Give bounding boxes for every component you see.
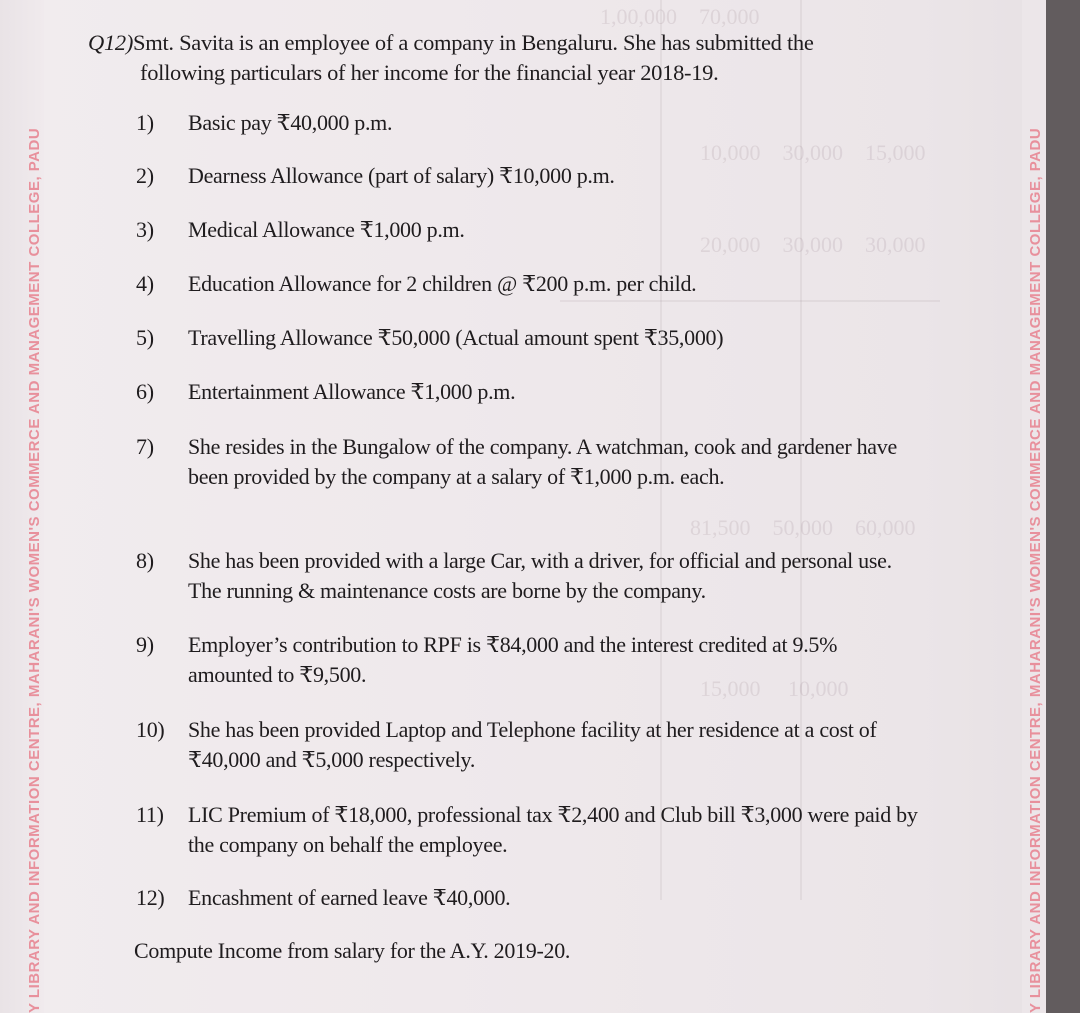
particular-item-12	[136, 883, 926, 913]
library-watermark-left: Y LIBRARY AND INFORMATION CENTRE, MAHARANI'S WOMEN'S COMMERCE AND MANAGEMENT COLLEGE, PADU	[26, 127, 43, 1013]
particular-item-6	[136, 377, 926, 407]
item-number: 11)	[136, 802, 164, 827]
bleed-through-rule	[560, 300, 940, 302]
particular-item-2	[136, 161, 926, 191]
item-text: Employer’s contribution to RPF is ₹84,000 and the interest credited at 9.5% amounted to ₹9,500.	[188, 632, 838, 687]
item-text: Encashment of earned leave ₹40,000.	[188, 885, 511, 910]
item-number: 7)	[136, 434, 154, 459]
item-number: 8)	[136, 548, 154, 573]
particular-item-7	[136, 432, 926, 492]
particular-item-8	[136, 546, 926, 606]
item-number: 9)	[136, 632, 154, 657]
item-text: She has been provided Laptop and Telephone facility at her residence at a cost of ₹40,000 and ₹5,000 respectively.	[188, 717, 877, 772]
item-number: 3)	[136, 217, 154, 242]
item-number: 10)	[136, 717, 165, 742]
scanner-edge	[1046, 0, 1080, 1013]
particular-item-4	[136, 269, 926, 299]
question-intro-text: Smt. Savita is an employee of a company in Bengaluru. She has submitted the	[133, 30, 814, 55]
item-text: LIC Premium of ₹18,000, professional tax ₹2,400 and Club bill ₹3,000 were paid by the company on behalf the employee.	[188, 802, 918, 857]
item-text: Entertainment Allowance ₹1,000 p.m.	[188, 379, 516, 404]
particular-item-9	[136, 630, 926, 690]
item-number: 1)	[136, 110, 154, 135]
item-text: Dearness Allowance (part of salary) ₹10,000 p.m.	[188, 163, 615, 188]
compute-instruction: Compute Income from salary for the A.Y. 2019-20.	[134, 938, 571, 963]
question-intro-line2: following particulars of her income for the financial year 2018-19.	[140, 60, 719, 85]
particular-item-3	[136, 215, 926, 245]
item-text: She resides in the Bungalow of the company. A watchman, cook and gardener have been provided by the company at a salary of ₹1,000 p.m. each.	[188, 434, 897, 489]
item-number: 2)	[136, 163, 154, 188]
question-number: Q12)	[88, 30, 134, 55]
particular-item-1	[136, 108, 926, 138]
bleed-through-text: 15,000 10,000	[700, 676, 849, 701]
item-text: She has been provided with a large Car, with a driver, for official and personal use. The running & maintenance costs are borne by the company.	[188, 548, 892, 603]
item-text: Basic pay ₹40,000 p.m.	[188, 110, 393, 135]
item-number: 6)	[136, 379, 154, 404]
bleed-through-text: 1,00,000 70,000	[600, 4, 760, 29]
item-text: Travelling Allowance ₹50,000 (Actual amount spent ₹35,000)	[188, 325, 724, 350]
particular-item-5	[136, 323, 926, 353]
bleed-through-text: 10,000 30,000 15,000	[700, 140, 926, 165]
bleed-through-text: 81,500 50,000 60,000	[690, 515, 916, 540]
question-intro-line1	[88, 28, 928, 58]
item-text: Medical Allowance ₹1,000 p.m.	[188, 217, 465, 242]
particular-item-11	[136, 800, 926, 860]
item-text: Education Allowance for 2 children @ ₹200 p.m. per child.	[188, 271, 697, 296]
item-number: 12)	[136, 885, 165, 910]
bleed-through-text: 20,000 30,000 30,000	[700, 232, 926, 257]
item-number: 4)	[136, 271, 154, 296]
particular-item-10	[136, 715, 926, 775]
library-watermark-right: Y LIBRARY AND INFORMATION CENTRE, MAHARANI'S WOMEN'S COMMERCE AND MANAGEMENT COLLEGE, PADU	[1027, 127, 1044, 1013]
item-number: 5)	[136, 325, 154, 350]
